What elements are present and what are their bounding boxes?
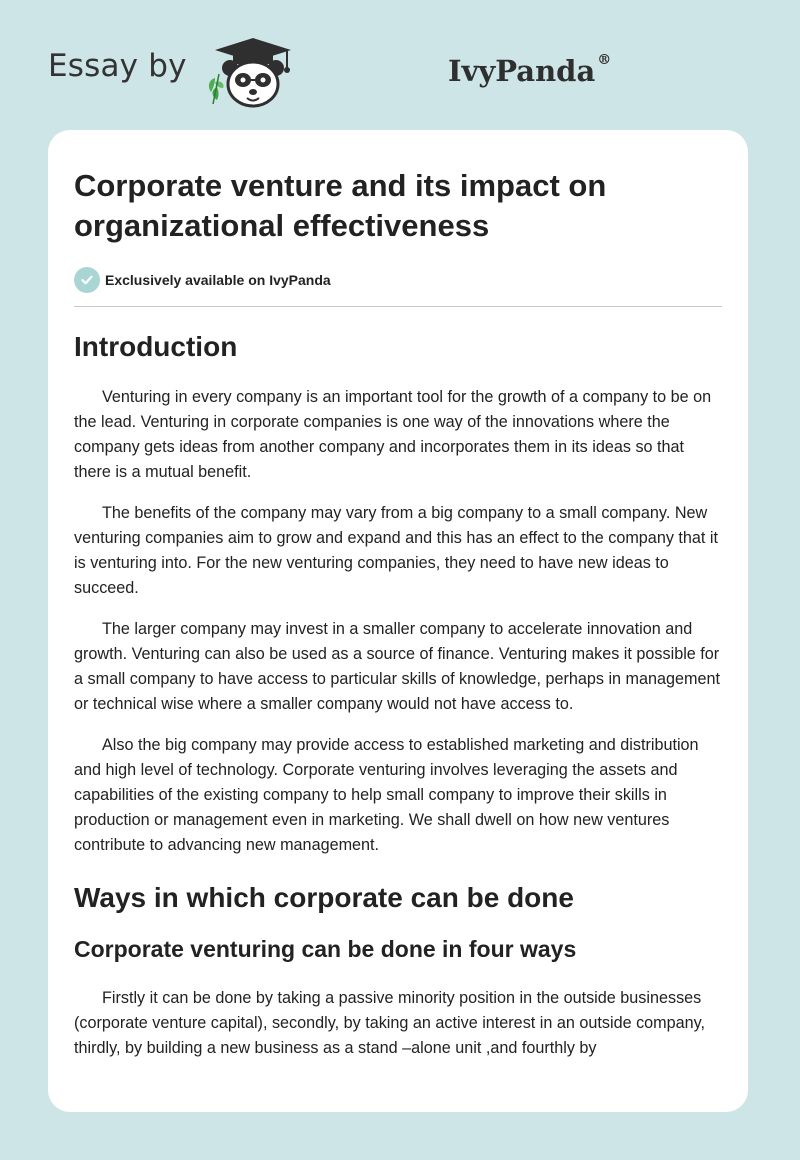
check-circle-icon: [74, 267, 100, 293]
subsection-heading: Corporate venturing can be done in four ways: [74, 936, 577, 962]
exclusive-badge-label: Exclusively available on IvyPanda: [105, 272, 331, 288]
paragraph: Firstly it can be done by taking a passive minority position in the outside businesses (corporate venture capital), secondly, by taking an active interest in an outside company, thirdly, by building a new business as a stand –alone unit ,and fourthly by: [74, 989, 706, 1057]
paragraph: The benefits of the company may vary from a big company to a small company. New venturing companies aim to grow and expand and this has an effect to the company that it is venturing into. For the new venturing companies, they need to have new ideas to succeed.: [74, 504, 718, 597]
essay-by-label: Essay by: [48, 48, 187, 84]
divider: [74, 306, 722, 307]
brand-name: IvyPanda ®: [448, 52, 612, 88]
panda-mascot-icon: [203, 30, 293, 110]
essay-card: [48, 130, 748, 1112]
section-heading-ways: Ways in which corporate can be done: [74, 882, 574, 913]
registered-mark: ®: [597, 52, 612, 69]
paragraph: The larger company may invest in a smaller company to accelerate innovation and growth. Venturing can also be used as a source of finance. Venturing makes it possible for a small company to have access to particular skills of knowledge, perhaps in management or technical wise where a smaller company would not have access to.: [74, 620, 721, 713]
site-header: [48, 30, 748, 110]
essay-title: Corporate venture and its impact on organizational effectiveness: [74, 168, 607, 243]
exclusive-badge: [74, 266, 722, 294]
section-heading-introduction: Introduction: [74, 331, 238, 362]
paragraph: Also the big company may provide access to established marketing and distribution and high level of technology. Corporate venturing involves leveraging the assets and capabilities of the existing company to help small company to improve their skills in production or management even in marketing. We shall dwell on how new ventures contribute to advancing new management.: [74, 736, 699, 854]
ivypanda-logo[interactable]: [203, 30, 612, 110]
paragraph: Venturing in every company is an important tool for the growth of a company to be on the lead. Venturing in corporate companies is one way of the innovations where the company gets ideas from another company and incorporates them in its ideas so that there is a mutual benefit.: [74, 388, 712, 481]
